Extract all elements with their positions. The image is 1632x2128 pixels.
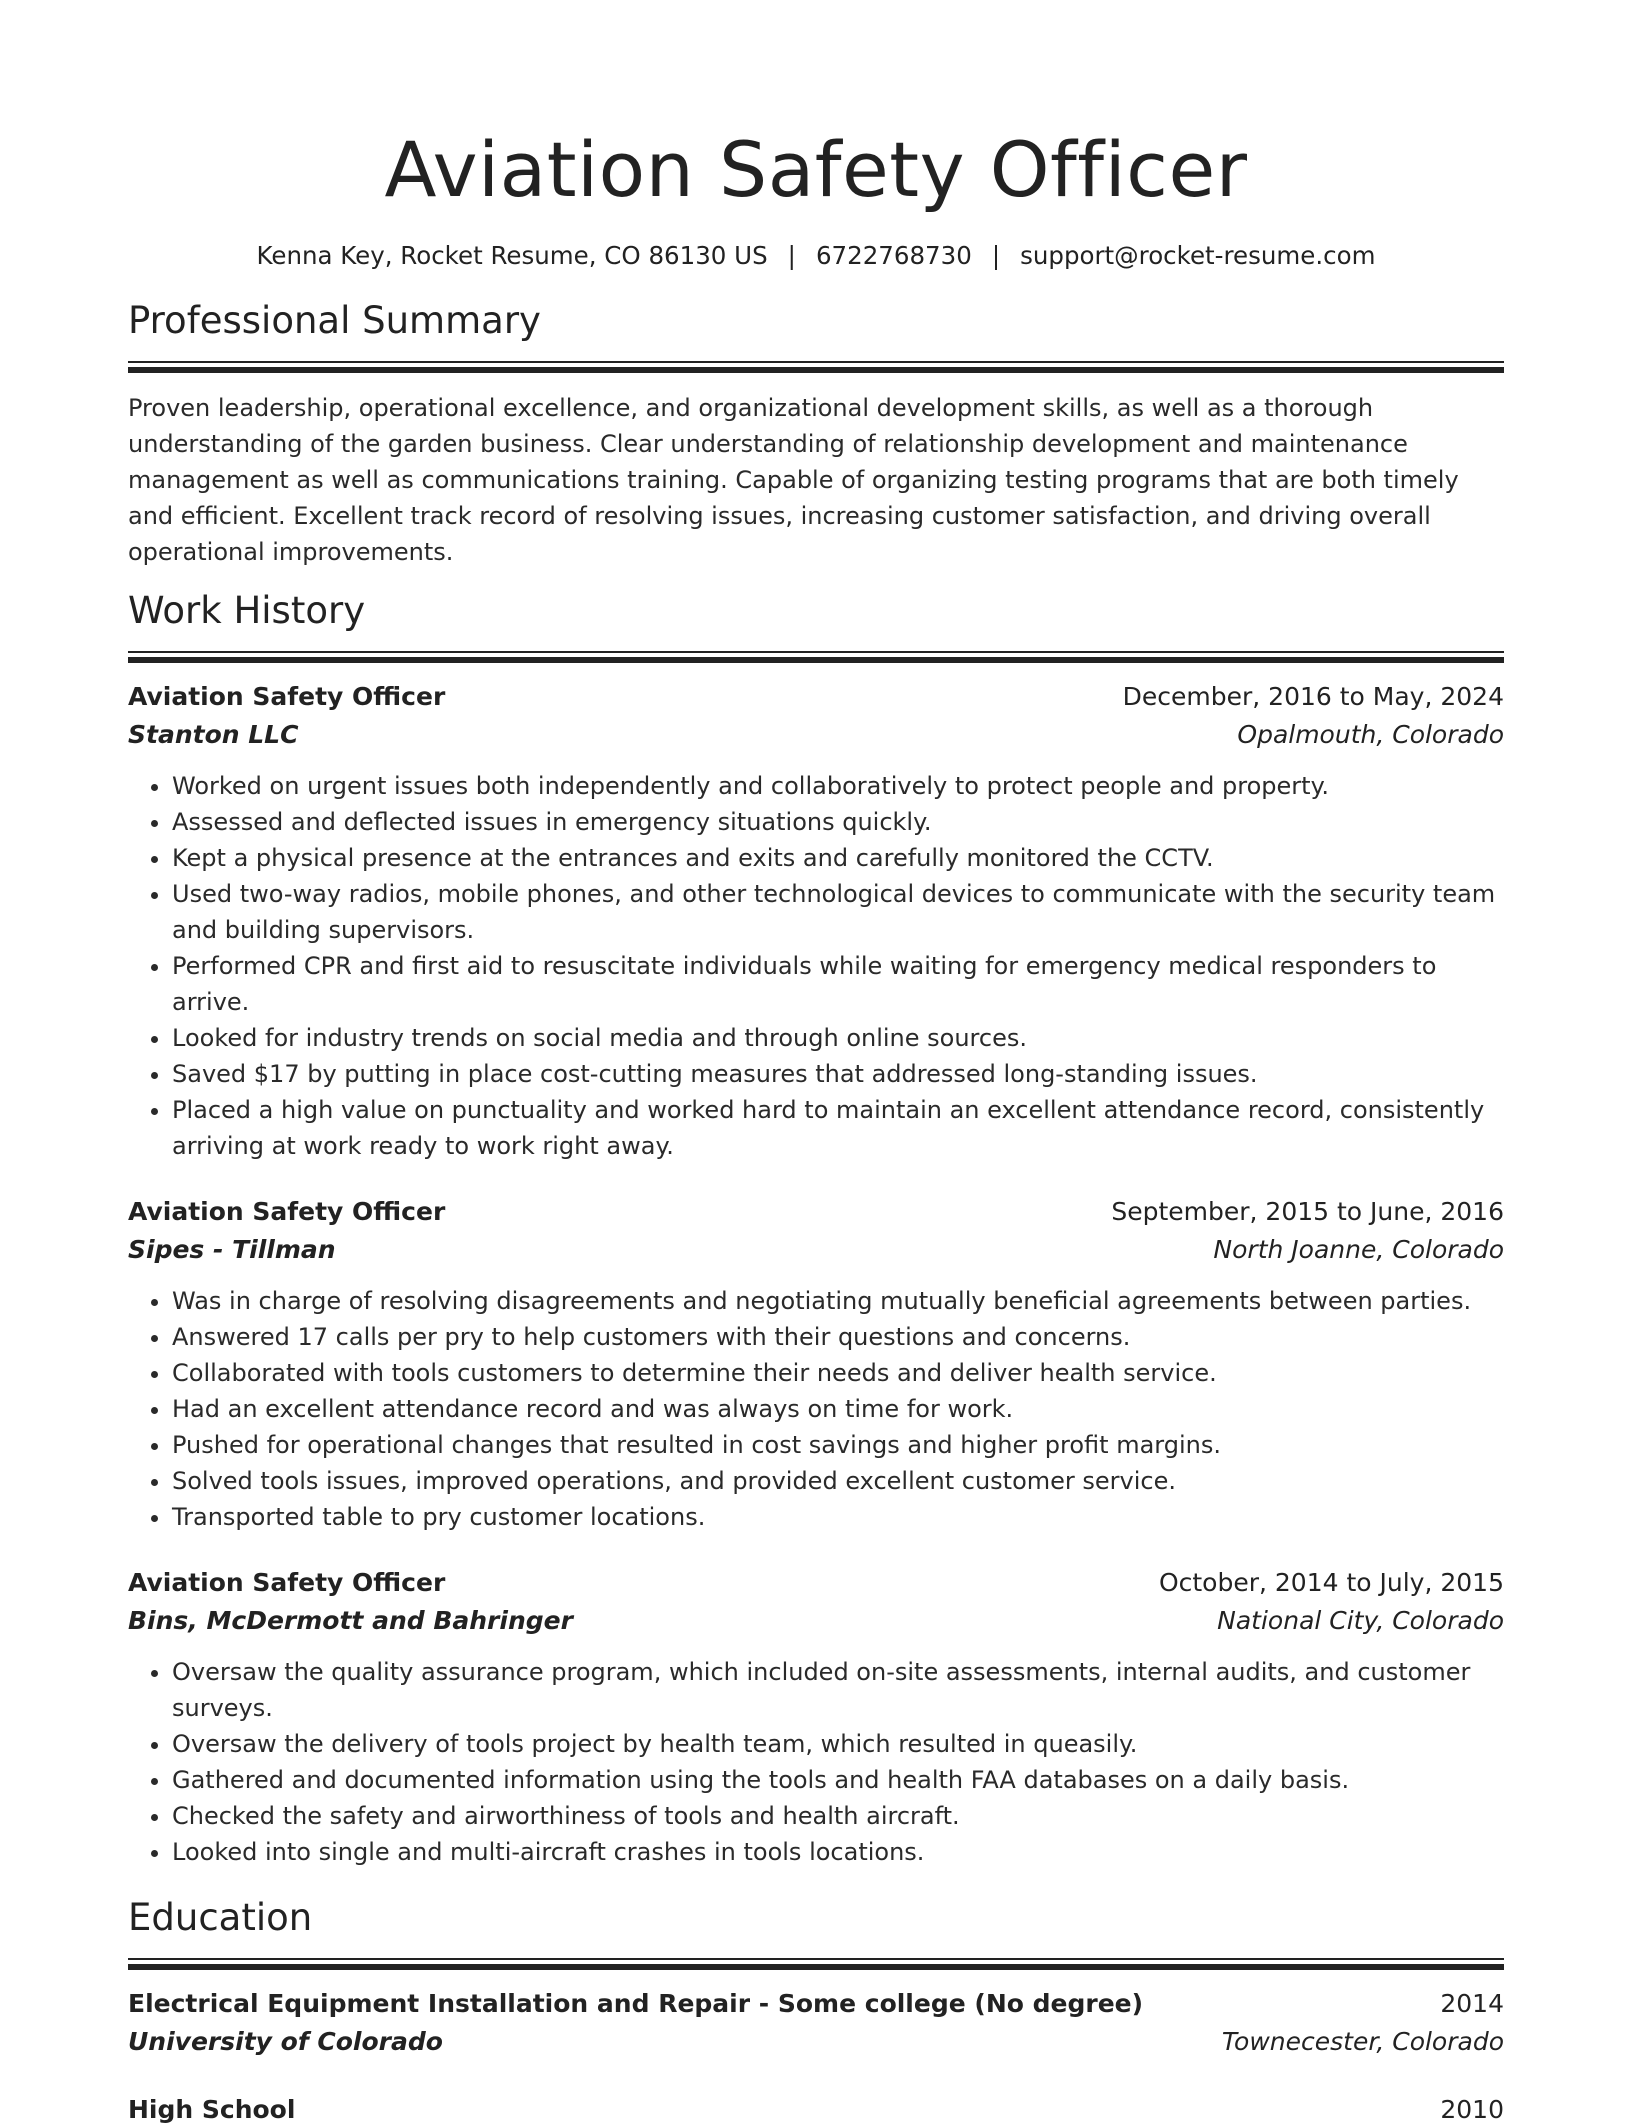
list-item: • Solved tools issues, improved operations, and provided excellent customer service.: [172, 1463, 1504, 1499]
list-item: • Collaborated with tools customers to determine their needs and deliver health service.: [172, 1355, 1504, 1391]
list-item: • Kept a physical presence at the entrances and exits and carefully monitored the CCTV.: [172, 840, 1504, 876]
contact-line: [128, 240, 1504, 272]
list-item: • Gathered and documented information using the tools and health FAA databases on a daily basis.: [172, 1762, 1504, 1798]
list-item: • Worked on urgent issues both independently and collaboratively to protect people and property.: [172, 768, 1504, 804]
education-entry: [128, 2092, 1504, 2128]
summary-section: [128, 297, 1504, 570]
resume-page: [128, 0, 1504, 2128]
education-year: 2014: [1440, 1989, 1504, 2018]
job-location: National City, Colorado: [1217, 1606, 1504, 1635]
job-entry: [128, 1565, 1504, 1870]
list-item: • Was in charge of resolving disagreements and negotiating mutually beneficial agreements between parties.: [172, 1283, 1504, 1319]
contact-separator: |: [787, 241, 796, 270]
education-entry: [128, 1986, 1504, 2062]
education-degree: Electrical Equipment Installation and Repair - Some college (No degree): [128, 1989, 1144, 2018]
work-history-section: [128, 587, 1504, 1870]
section-divider: [128, 651, 1504, 663]
summary-text: Proven leadership, operational excellence, and organizational development skills, as well as a thorough understanding of the garden business. Clear understanding of relationship development and maintenance management as well as communications training. Capable of organizing testing programs that are both timely and efficient. Excellent track record of resolving issues, increasing customer satisfaction, and driving overall operational improvements.: [128, 394, 1459, 566]
contact-email: support@rocket-resume.com: [1020, 241, 1376, 270]
job-title: Aviation Safety Officer: [128, 1568, 446, 1597]
section-divider: [128, 1958, 1504, 1970]
education-year: 2010: [1440, 2095, 1504, 2124]
job-title: Aviation Safety Officer: [128, 682, 446, 711]
list-item: • Looked into single and multi-aircraft crashes in tools locations.: [172, 1834, 1504, 1870]
list-item: • Assessed and deflected issues in emergency situations quickly.: [172, 804, 1504, 840]
section-heading-education: Education: [128, 1896, 313, 1939]
job-dates: December, 2016 to May, 2024: [1122, 682, 1504, 711]
job-bullet-list: [128, 768, 1504, 1164]
job-title: Aviation Safety Officer: [128, 1197, 446, 1226]
list-item: • Checked the safety and airworthiness of tools and health aircraft.: [172, 1798, 1504, 1834]
education-location: Townecester, Colorado: [1221, 2027, 1504, 2056]
list-item: • Looked for industry trends on social media and through online sources.: [172, 1020, 1504, 1056]
list-item: • Performed CPR and first aid to resuscitate individuals while waiting for emergency medical responders to arrive.: [172, 948, 1504, 1020]
job-bullet-list: [128, 1654, 1504, 1870]
education-degree: High School: [128, 2095, 296, 2124]
list-item: • Answered 17 calls per pry to help customers with their questions and concerns.: [172, 1319, 1504, 1355]
list-item: • Transported table to pry customer locations.: [172, 1499, 1504, 1535]
job-dates: October, 2014 to July, 2015: [1158, 1568, 1504, 1597]
job-entry: [128, 1194, 1504, 1535]
list-item: • Oversaw the delivery of tools project by health team, which resulted in queasily.: [172, 1726, 1504, 1762]
list-item: • Saved $17 by putting in place cost-cutting measures that addressed long-standing issues.: [172, 1056, 1504, 1092]
education-school: University of Colorado: [128, 2027, 443, 2056]
job-employer: Stanton LLC: [128, 720, 299, 749]
list-item: • Had an excellent attendance record and was always on time for work.: [172, 1391, 1504, 1427]
section-divider: [128, 361, 1504, 373]
job-dates: September, 2015 to June, 2016: [1111, 1197, 1504, 1226]
job-employer: Bins, McDermott and Bahringer: [128, 1606, 573, 1635]
resume-title: Aviation Safety Officer: [384, 125, 1248, 214]
job-bullet-list: [128, 1283, 1504, 1535]
job-entry: [128, 679, 1504, 1164]
list-item: • Used two-way radios, mobile phones, and other technological devices to communicate with the security team and building supervisors.: [172, 876, 1504, 948]
education-section: [128, 1894, 1504, 2128]
list-item: • Oversaw the quality assurance program, which included on-site assessments, internal audits, and customer surveys.: [172, 1654, 1504, 1726]
list-item: • Placed a high value on punctuality and worked hard to maintain an excellent attendance record, consistently arriving at work ready to work right away.: [172, 1092, 1504, 1164]
contact-address: Kenna Key, Rocket Resume, CO 86130 US: [256, 241, 768, 270]
section-heading-work: Work History: [128, 589, 366, 632]
list-item: • Pushed for operational changes that resulted in cost savings and higher profit margins.: [172, 1427, 1504, 1463]
contact-separator: |: [991, 241, 1001, 270]
job-location: North Joanne, Colorado: [1213, 1235, 1504, 1264]
job-employer: Sipes - Tillman: [128, 1235, 336, 1264]
section-heading-summary: Professional Summary: [128, 299, 541, 342]
contact-phone: 6722768730: [815, 241, 972, 270]
job-location: Opalmouth, Colorado: [1237, 720, 1504, 749]
